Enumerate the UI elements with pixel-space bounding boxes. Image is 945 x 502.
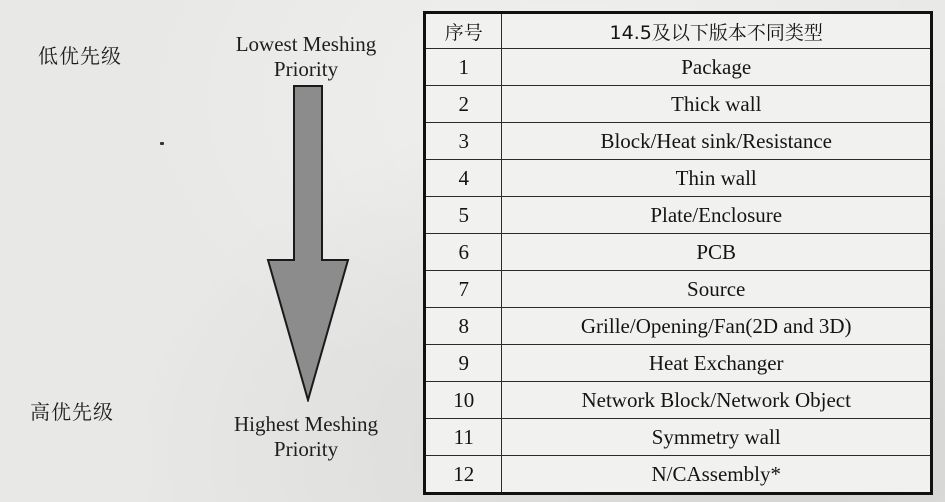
row-type: Grille/Opening/Fan(2D and 3D): [502, 308, 932, 345]
table-row: [425, 123, 932, 160]
caption-top-line1: Lowest Meshing: [235, 32, 377, 56]
low-priority-label: 低优先级: [38, 44, 122, 68]
arrow-shape: [268, 86, 348, 400]
lowest-meshing-priority-caption: [196, 32, 416, 82]
highest-meshing-priority-caption: [196, 412, 416, 462]
row-number: 6: [425, 234, 502, 271]
table-row: [425, 234, 932, 271]
table-row: [425, 456, 932, 494]
meshing-priority-table: [423, 11, 933, 495]
table-row: [425, 86, 932, 123]
row-type: Plate/Enclosure: [502, 197, 932, 234]
row-number: 4: [425, 160, 502, 197]
table-row: [425, 197, 932, 234]
row-type: Thick wall: [502, 86, 932, 123]
caption-bottom-line2: Priority: [273, 437, 339, 461]
row-type: Network Block/Network Object: [502, 382, 932, 419]
row-number: 10: [425, 382, 502, 419]
row-type: N/CAssembly*: [502, 456, 932, 494]
caption-top-line2: Priority: [273, 57, 339, 81]
row-type: Package: [502, 49, 932, 86]
table-row: [425, 308, 932, 345]
priority-down-arrow-icon: [266, 84, 350, 402]
high-priority-label: 高优先级: [30, 400, 114, 424]
row-type: PCB: [502, 234, 932, 271]
row-type: Source: [502, 271, 932, 308]
table-row: [425, 160, 932, 197]
row-type: Block/Heat sink/Resistance: [502, 123, 932, 160]
row-number: 3: [425, 123, 502, 160]
row-number: 12: [425, 456, 502, 494]
table-row: [425, 419, 932, 456]
row-number: 5: [425, 197, 502, 234]
row-type: Heat Exchanger: [502, 345, 932, 382]
header-number: 序号: [425, 13, 502, 49]
row-number: 9: [425, 345, 502, 382]
row-number: 7: [425, 271, 502, 308]
caption-bottom-line1: Highest Meshing: [233, 412, 379, 436]
header-type: 14.5及以下版本不同类型: [502, 13, 932, 49]
row-type: Thin wall: [502, 160, 932, 197]
row-number: 2: [425, 86, 502, 123]
table-row: [425, 49, 932, 86]
row-number: 1: [425, 49, 502, 86]
row-number: 11: [425, 419, 502, 456]
table-row: [425, 345, 932, 382]
row-number: 8: [425, 308, 502, 345]
table-row: [425, 382, 932, 419]
table-header-row: [425, 13, 932, 49]
row-type: Symmetry wall: [502, 419, 932, 456]
table-row: [425, 271, 932, 308]
scan-speck: [160, 142, 164, 145]
